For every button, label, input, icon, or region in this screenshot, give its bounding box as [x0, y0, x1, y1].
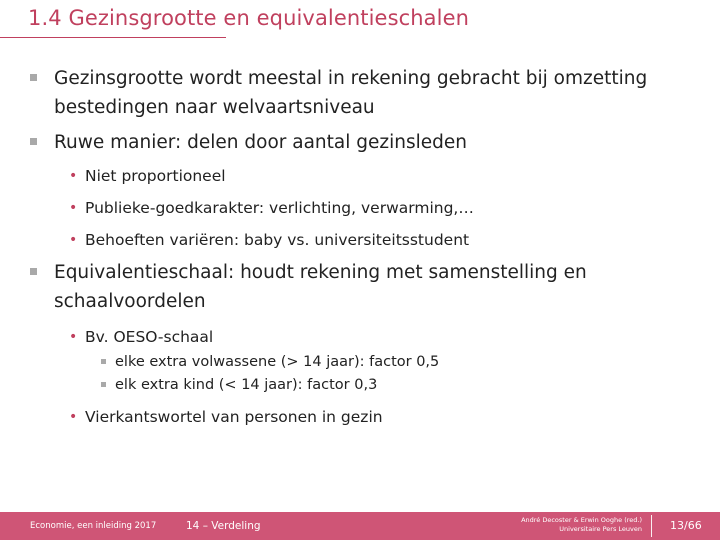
footer-course: Economie, een inleiding 2017: [30, 521, 157, 531]
sub-bullet: [69, 326, 685, 348]
footer-authors: [442, 516, 642, 534]
bullet-1-text: Gezinsgrootte wordt meestal in rekening gebracht bij omzetting bestedingen naar welvaartsniveau: [54, 68, 648, 118]
bullet-3-text: Equivalentieschaal: houdt rekening met samenstelling en schaalvoordelen: [54, 262, 587, 312]
sub-bullet-text: Behoeften variëren: baby vs. universiteitsstudent: [85, 231, 470, 249]
dot-bullet-icon: •: [69, 232, 78, 248]
bullet-1: [54, 64, 694, 122]
footer-bar: [0, 512, 720, 540]
sub-bullet-text: Bv. OESO-schaal: [85, 328, 214, 346]
page-number: 13/66: [670, 519, 702, 532]
slide-title: 1.4 Gezinsgrootte en equivalentieschalen: [28, 6, 470, 30]
dot-bullet-icon: •: [69, 168, 78, 184]
sub-sub-bullet-text: elk extra kind (< 14 jaar): factor 0,3: [115, 377, 378, 393]
square-bullet-icon: [30, 138, 37, 145]
bullet-3: [54, 258, 694, 316]
sub-bullet: [69, 165, 685, 187]
sub-bullet-text: Vierkantswortel van personen in gezin: [85, 408, 383, 426]
sub-bullet-text: Niet proportioneel: [85, 167, 226, 185]
sub-sub-bullet: [115, 352, 675, 372]
square-bullet-icon: [101, 382, 106, 387]
square-bullet-icon: [30, 74, 37, 81]
dot-bullet-icon: •: [69, 329, 78, 345]
title-underline: [0, 37, 226, 38]
footer-divider: [651, 515, 652, 537]
dot-bullet-icon: •: [69, 409, 78, 425]
sub-bullet: [69, 406, 685, 428]
square-bullet-icon: [101, 359, 106, 364]
footer-publisher-line: Universitaire Pers Leuven: [559, 525, 642, 533]
bullet-2: [54, 128, 694, 157]
sub-sub-bullet-text: elke extra volwassene (> 14 jaar): factor 0,5: [115, 354, 440, 370]
sub-bullet-text: Publieke-goedkarakter: verlichting, verwarming,…: [85, 199, 474, 217]
sub-sub-bullet: [115, 375, 675, 395]
square-bullet-icon: [30, 268, 37, 275]
footer-chapter: 14 – Verdeling: [186, 520, 261, 532]
bullet-2-text: Ruwe manier: delen door aantal gezinsleden: [54, 132, 467, 153]
sub-bullet: [69, 229, 685, 251]
sub-bullet: [69, 197, 685, 219]
dot-bullet-icon: •: [69, 200, 78, 216]
footer-authors-line: André Decoster & Erwin Ooghe (red.): [521, 516, 642, 524]
